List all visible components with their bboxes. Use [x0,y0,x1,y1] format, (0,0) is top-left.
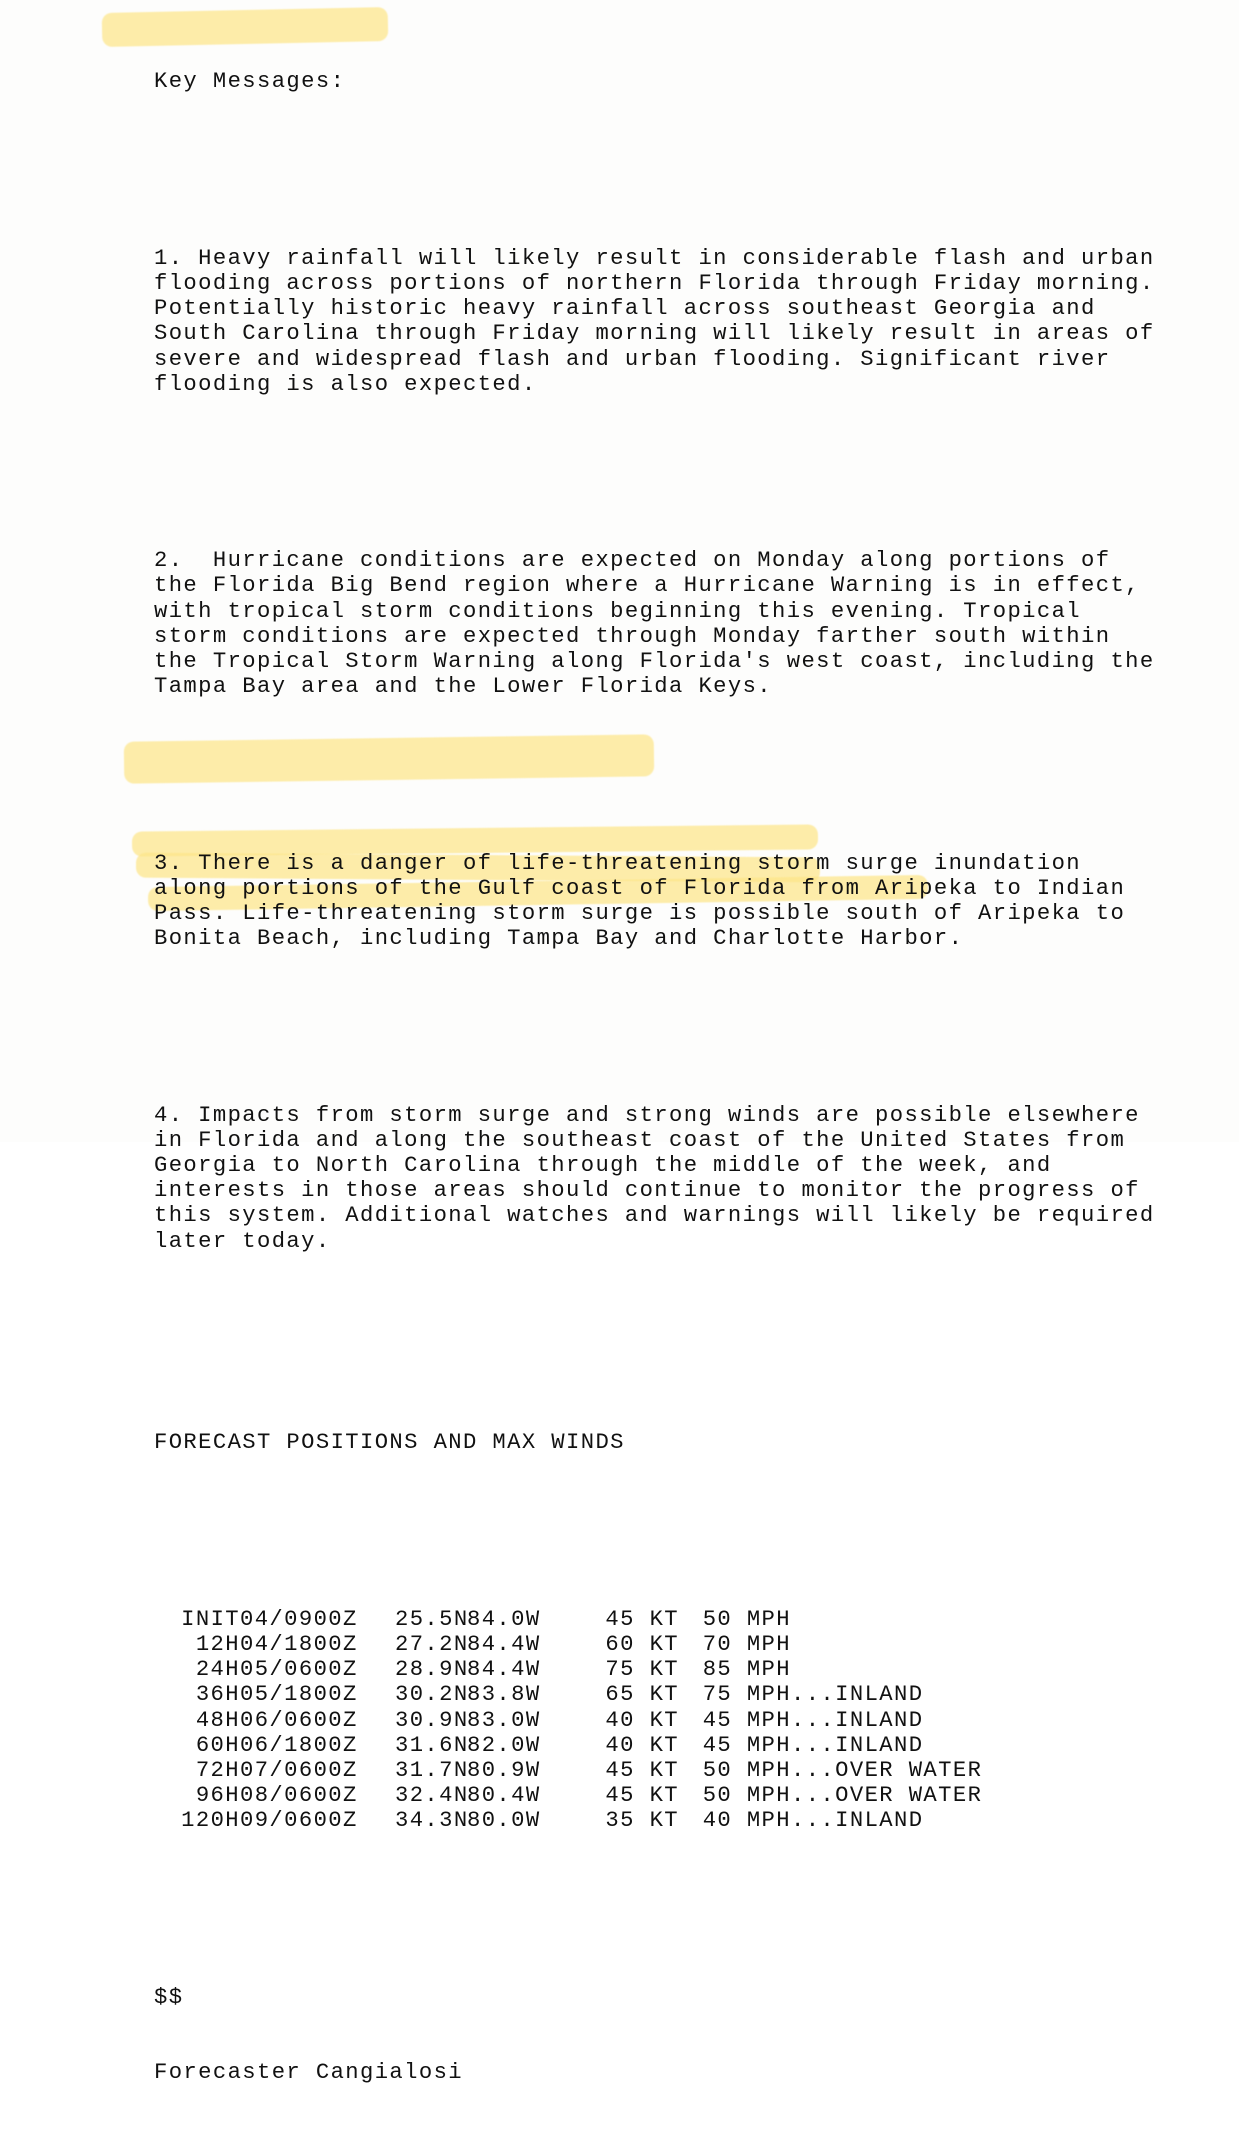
forecast-latitude: 27.2N [395,1631,469,1657]
forecast-wind-kt: 45 KT [605,1783,679,1809]
forecaster-signoff: Forecaster Cangialosi [154,2060,464,2086]
forecast-longitude: 80.4W [467,1783,541,1809]
forecast-hour: 72H [195,1757,240,1783]
spacer [154,750,1234,775]
key-message-1: 1. Heavy rainfall will likely result in considerable flash and urban flooding across portions of northern Florida through Friday morning. Potentially historic heavy rainfall across southeast Georgia and South Carolina through Friday morning will likely result in areas of severe and widespread flash and urban flooding. Significant river flooding is also expected. [154,245,1155,397]
forecast-hour: 12H [195,1631,240,1657]
forecast-longitude: 83.8W [467,1682,541,1708]
forecast-latitude: 31.6N [395,1732,469,1758]
forecast-hour: 120H [181,1808,240,1834]
forecast-hour: 96H [195,1783,240,1809]
forecast-hour: 24H [195,1657,240,1683]
forecast-wind-kt: 60 KT [605,1631,679,1657]
forecast-time: 04/0900Z [240,1606,358,1632]
forecast-longitude: 80.9W [467,1757,541,1783]
forecast-heading: FORECAST POSITIONS AND MAX WINDS [154,1430,625,1456]
forecast-wind-mph: 50 MPH [702,1757,791,1783]
forecast-row [154,1733,1234,1758]
forecast-row [154,1607,1234,1632]
forecast-wind-kt: 75 KT [605,1657,679,1683]
spacer [154,145,1234,170]
end-marker: $$ [154,1984,184,2010]
forecast-longitude: 84.4W [467,1657,541,1683]
key-message-2: 2. Hurricane conditions are expected on Monday along portions of the Florida Big Bend region where a Hurricane Warning is in effect, with tropical storm conditions beginning this evening. Tropical storm conditions are expected through Monday farther south within the Tropical Storm Warning along Florida's west coast, including the Tampa Bay area and the Lower Florida Keys. [154,548,1155,700]
forecast-row [154,1632,1234,1657]
forecast-wind-mph: 85 MPH [702,1657,791,1683]
forecast-time: 05/1800Z [240,1682,358,1708]
forecast-longitude: 82.0W [467,1732,541,1758]
forecast-time: 08/0600Z [240,1783,358,1809]
forecast-time: 06/1800Z [240,1732,358,1758]
forecast-note: ...INLAND [791,1732,924,1758]
forecast-note: ...OVER WATER [791,1757,983,1783]
spacer [154,1002,1234,1027]
forecast-wind-kt: 45 KT [605,1757,679,1783]
forecast-wind-kt: 35 KT [605,1808,679,1834]
forecast-wind-mph: 45 MPH [702,1732,791,1758]
forecast-latitude: 25.5N [395,1606,469,1632]
forecast-longitude: 80.0W [467,1808,541,1834]
forecast-wind-kt: 40 KT [605,1732,679,1758]
forecast-hour: 48H [195,1707,240,1733]
forecast-hour: 36H [195,1682,240,1708]
forecast-longitude: 84.4W [467,1631,541,1657]
forecast-time: 07/0600Z [240,1757,358,1783]
forecast-wind-mph: 50 MPH [702,1783,791,1809]
forecast-row [154,1758,1234,1783]
forecast-note: ...INLAND [791,1682,924,1708]
forecast-latitude: 31.7N [395,1757,469,1783]
forecast-row [154,1682,1234,1707]
forecast-wind-kt: 65 KT [605,1682,679,1708]
forecast-latitude: 30.2N [395,1682,469,1708]
spacer [154,1304,1234,1354]
forecast-row [154,1657,1234,1682]
forecast-note [791,1607,1105,1632]
forecast-time: 09/0600Z [240,1808,358,1834]
advisory-text [154,19,1234,2136]
forecast-row [154,1708,1234,1733]
forecast-note [791,1632,1105,1657]
forecast-wind-mph: 75 MPH [702,1682,791,1708]
forecast-note: ...OVER WATER [791,1783,983,1809]
forecast-longitude: 83.0W [467,1707,541,1733]
forecast-latitude: 28.9N [395,1657,469,1683]
forecast-latitude: 34.3N [395,1808,469,1834]
forecast-time: 06/0600Z [240,1707,358,1733]
forecast-note: ...INLAND [791,1808,924,1834]
forecast-time: 04/1800Z [240,1631,358,1657]
forecast-hour: INIT [181,1606,240,1632]
key-messages-heading: Key Messages: [154,69,346,95]
forecast-note: ...INLAND [791,1707,924,1733]
forecast-wind-mph: 70 MPH [702,1631,791,1657]
forecast-table [154,1607,1234,1834]
forecast-wind-mph: 50 MPH [702,1606,791,1632]
spacer [154,1909,1234,1934]
spacer [154,1506,1234,1531]
forecast-wind-mph: 45 MPH [702,1707,791,1733]
forecast-longitude: 84.0W [467,1606,541,1632]
spacer [154,447,1234,472]
forecast-wind-kt: 40 KT [605,1707,679,1733]
forecast-latitude: 30.9N [395,1707,469,1733]
forecast-latitude: 32.4N [395,1783,469,1809]
key-message-3: 3. There is a danger of life-threatening storm surge inundation along portions of the Gulf coast of Florida from Aripeka to Indian Pass. Life-threatening storm surge is possible south of Aripeka to Bonita Beach, including Tampa Bay and Charlotte Harbor. [154,850,1126,952]
forecast-wind-mph: 40 MPH [702,1808,791,1834]
key-message-4: 4. Impacts from storm surge and strong winds are possible elsewhere in Florida and along the southeast coast of the United States from Georgia to North Carolina through the middle of the week, and interests in those areas should continue to monitor the progress of this system. Additional watches and warnings will likely be required later today. [154,1102,1155,1254]
forecast-row [154,1783,1234,1808]
forecast-note [791,1657,1105,1682]
forecast-hour: 60H [195,1732,240,1758]
forecast-wind-kt: 45 KT [605,1606,679,1632]
forecast-time: 05/0600Z [240,1657,358,1683]
forecast-row [154,1808,1234,1833]
